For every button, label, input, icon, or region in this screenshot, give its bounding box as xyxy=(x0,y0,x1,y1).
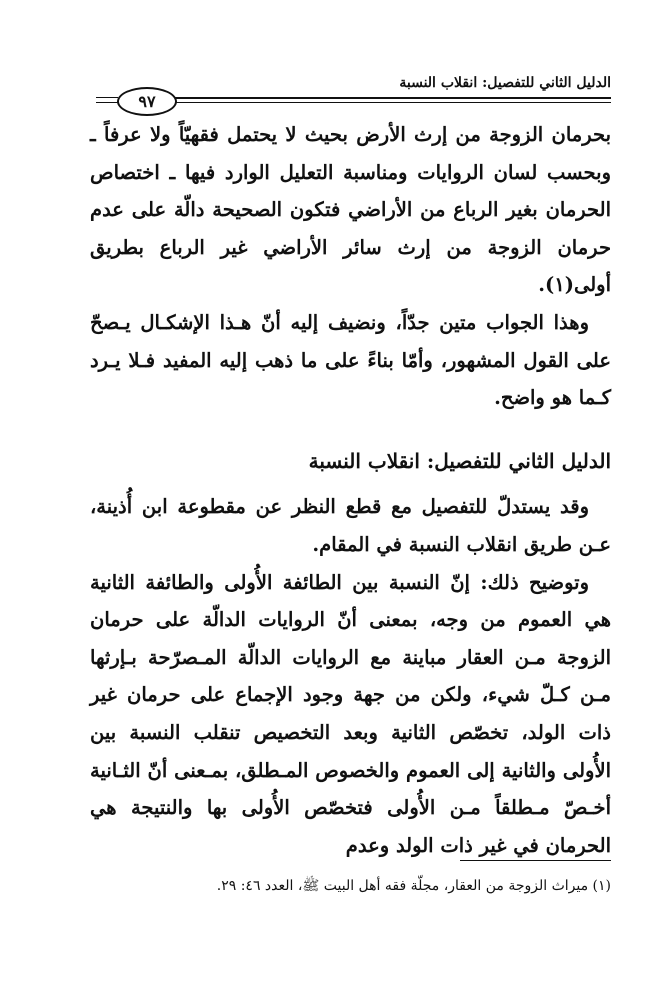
footnote-separator xyxy=(460,860,611,861)
paragraph-1: بحرمان الزوجة من إرث الأرض بحيث لا يحتمل فقهيّاً ولا عرفاً ـ وبحسب لسان الروايات ومناسبة التعليل الوارد فيها ـ اختصاص الحرمان بغير الرباع من الأراضي فتكون الصحيحة دالّة على عدم حرمان الزوجة من إرث سائر الأراضي غير الرباع بطريق أولى(١). xyxy=(90,123,611,297)
section-heading: الدليل الثاني للتفصيل: انقلاب النسبة xyxy=(308,448,611,473)
running-header-title: الدليل الثاني للتفصيل: انقلاب النسبة xyxy=(399,75,611,91)
paragraph-3: وقد يستدلّ للتفصيل مع قطع النظر عن مقطوعة ابن أُذينة، عـن طريق انقلاب النسبة في المقام. xyxy=(90,495,611,556)
header-rule-top xyxy=(150,97,611,99)
footnote: (١) ميراث الزوجة من العقار، مجلّة فقه أهل البيت ﷺ، العدد ٤٦: ٢٩. xyxy=(216,878,611,894)
page-number: ٩٧ xyxy=(117,87,177,116)
main-text xyxy=(90,116,611,864)
paragraph-2: وهذا الجواب متين جدّاً، ونضيف إليه أنّ هـذا الإشكـال يـصحّ على القول المشهور، وأمّا بناءً على ما ذهب إليه المفيد فـلا يـرد كـما هو واضح. xyxy=(90,310,611,410)
paragraph-4: وتوضيح ذلك: إنّ النسبة بين الطائفة الأُولى والطائفة الثانية هي العموم من وجه، بمعنى أنّ الروايات الدالّة على حرمان الزوجة مـن العقار مباينة مع الروايات الدالّة المـصرّحة بـإرثها مـن كـلّ شيء، ولكن من جهة وجود الإجماع على حرمان غير ذات الولد، تخصّص الثانية وبعد التخصيص تنقلب النسبة بين الأُولى والثانية إلى العموم والخصوص المـطلق، بمـعنى أنّ الثـانية أخـصّ مـطلقاً مـن الأُولى فتخصّص الأُولى بها والنتيجة هي الحرمان في غير ذات الولد وعدم xyxy=(90,570,611,857)
header-rule-left-bottom xyxy=(96,102,118,103)
header-rule-left-top xyxy=(96,97,118,98)
header-rule-bottom xyxy=(150,102,611,103)
